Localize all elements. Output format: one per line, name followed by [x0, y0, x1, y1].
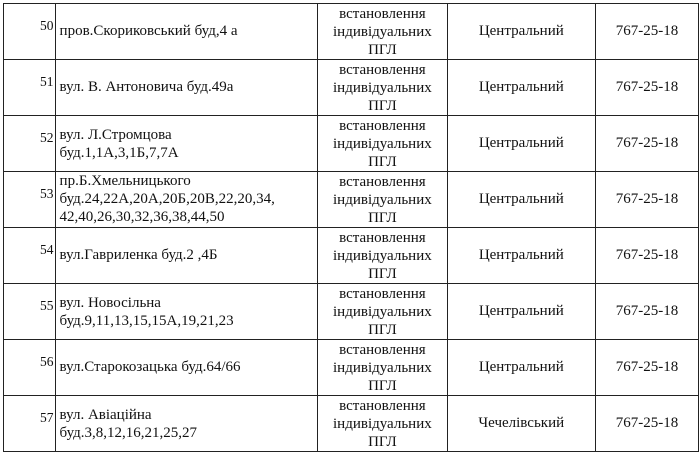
phone-cell: 767-25-18 — [595, 284, 698, 340]
work-line: встановлення — [339, 398, 426, 414]
table-row — [4, 4, 699, 60]
district-cell: Центральний — [447, 116, 595, 172]
work-line: ПГЛ — [368, 434, 397, 450]
district-cell: Центральний — [447, 284, 595, 340]
work-line: ПГЛ — [368, 42, 397, 58]
work-type-cell — [318, 396, 448, 452]
district-cell: Центральний — [447, 4, 595, 60]
address-cell — [55, 396, 318, 452]
row-number — [4, 60, 56, 116]
work-line: індивідуальних — [333, 24, 432, 40]
table-row — [4, 60, 699, 116]
row-number — [4, 4, 56, 60]
district-cell: Центральний — [447, 60, 595, 116]
phone-cell: 767-25-18 — [595, 60, 698, 116]
row-number — [4, 284, 56, 340]
row-number-text: 51 — [40, 74, 54, 89]
address-line: вул. Л.Стромцова — [59, 127, 172, 143]
table-row — [4, 228, 699, 284]
district-cell: Центральний — [447, 172, 595, 228]
address-line: пров.Скориковський буд,4 а — [59, 23, 238, 39]
work-type-cell — [318, 340, 448, 396]
work-line: індивідуальних — [333, 192, 432, 208]
address-cell — [55, 4, 318, 60]
work-type-cell — [318, 116, 448, 172]
phone-cell: 767-25-18 — [595, 228, 698, 284]
work-line: встановлення — [339, 62, 426, 78]
row-number-text: 50 — [40, 18, 54, 33]
address-line: вул. Новосільна — [59, 295, 161, 311]
work-line: індивідуальних — [333, 304, 432, 320]
work-type-cell — [318, 172, 448, 228]
phone-cell: 767-25-18 — [595, 340, 698, 396]
address-table — [3, 3, 699, 452]
address-line: буд.24,22А,20А,20Б,20В,22,20,34, — [59, 191, 275, 207]
work-type-cell — [318, 60, 448, 116]
row-number-text: 56 — [40, 354, 54, 369]
table-row — [4, 396, 699, 452]
address-line: вул.Старокозацька буд.64/66 — [59, 359, 241, 375]
row-number — [4, 228, 56, 284]
district-cell: Центральний — [447, 228, 595, 284]
district-cell: Чечелівський — [447, 396, 595, 452]
row-number-text: 53 — [40, 186, 54, 201]
phone-cell: 767-25-18 — [595, 172, 698, 228]
address-line: буд.1,1А,3,1Б,7,7А — [59, 145, 179, 161]
address-cell — [55, 340, 318, 396]
work-line: ПГЛ — [368, 322, 397, 338]
phone-cell: 767-25-18 — [595, 4, 698, 60]
work-line: ПГЛ — [368, 378, 397, 394]
row-number — [4, 340, 56, 396]
table-row — [4, 284, 699, 340]
work-line: ПГЛ — [368, 154, 397, 170]
work-line: встановлення — [339, 342, 426, 358]
work-line: індивідуальних — [333, 248, 432, 264]
phone-cell: 767-25-18 — [595, 396, 698, 452]
address-line: вул. Авіаційна — [59, 407, 152, 423]
work-line: встановлення — [339, 286, 426, 302]
row-number — [4, 172, 56, 228]
row-number — [4, 116, 56, 172]
row-number-text: 55 — [40, 298, 54, 313]
row-number-text: 57 — [40, 410, 54, 425]
address-line: вул. В. Антоновича буд.49а — [59, 79, 234, 95]
row-number — [4, 396, 56, 452]
phone-cell: 767-25-18 — [595, 116, 698, 172]
work-type-cell — [318, 4, 448, 60]
work-line: ПГЛ — [368, 210, 397, 226]
address-line: пр.Б.Хмельницького — [59, 173, 191, 189]
address-cell — [55, 116, 318, 172]
work-type-cell — [318, 284, 448, 340]
row-number-text: 52 — [40, 130, 54, 145]
table-row — [4, 116, 699, 172]
district-cell: Центральний — [447, 340, 595, 396]
address-line: буд.9,11,13,15,15А,19,21,23 — [59, 313, 234, 329]
address-cell — [55, 60, 318, 116]
address-line: вул.Гавриленка буд.2 ,4Б — [59, 247, 218, 263]
work-line: індивідуальних — [333, 136, 432, 152]
work-type-cell — [318, 228, 448, 284]
address-cell — [55, 284, 318, 340]
work-line: встановлення — [339, 174, 426, 190]
work-line: індивідуальних — [333, 360, 432, 376]
row-number-text: 54 — [40, 242, 54, 257]
table-row — [4, 172, 699, 228]
work-line: індивідуальних — [333, 416, 432, 432]
address-cell — [55, 172, 318, 228]
work-line: встановлення — [339, 6, 426, 22]
work-line: встановлення — [339, 118, 426, 134]
table-row — [4, 340, 699, 396]
work-line: встановлення — [339, 230, 426, 246]
address-line: 42,40,26,30,32,36,38,44,50 — [59, 209, 225, 225]
address-cell — [55, 228, 318, 284]
work-line: ПГЛ — [368, 98, 397, 114]
address-line: буд.3,8,12,16,21,25,27 — [59, 425, 198, 441]
work-line: індивідуальних — [333, 80, 432, 96]
work-line: ПГЛ — [368, 266, 397, 282]
